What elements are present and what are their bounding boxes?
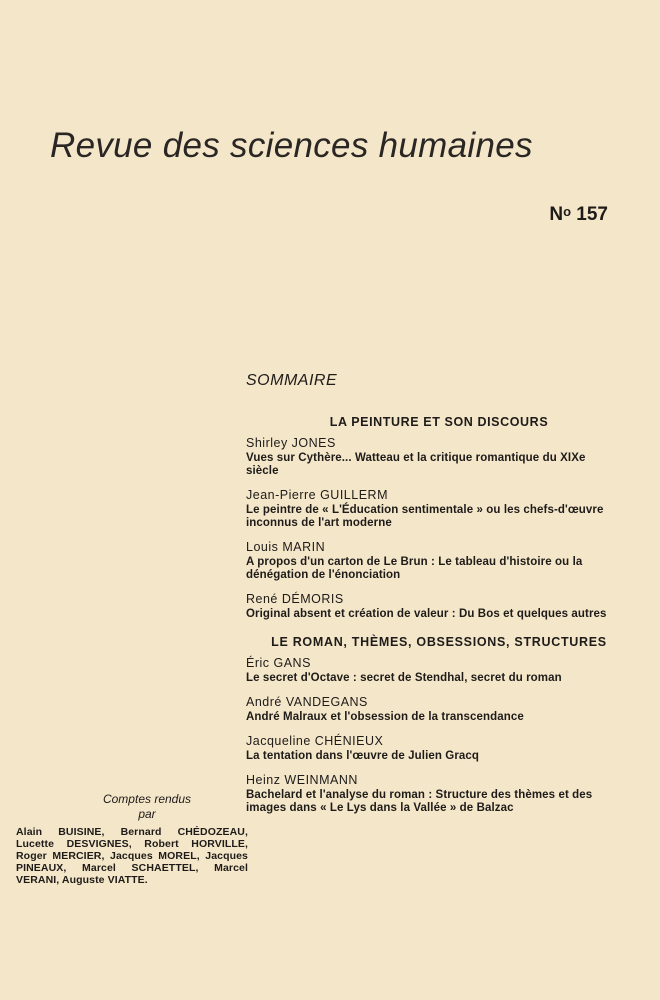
table-of-contents bbox=[246, 415, 612, 824]
journal-title: Revue des sciences humaines bbox=[50, 126, 533, 165]
section-title: LA PEINTURE ET SON DISCOURS bbox=[329, 415, 549, 429]
entry-author: Heinz WEINMANN bbox=[246, 773, 358, 787]
entry-article: Vues sur Cythère... Watteau et la critique romantique du XIXe siècle bbox=[246, 452, 586, 477]
entry-article: André Malraux et l'obsession de la transcendance bbox=[246, 711, 524, 723]
entry-article: Le secret d'Octave : secret de Stendhal, secret du roman bbox=[246, 672, 562, 684]
entry-author: Louis MARIN bbox=[246, 540, 326, 554]
entry-article: A propos d'un carton de Le Brun : Le tableau d'histoire ou la dénégation de l'énonciation bbox=[246, 556, 583, 581]
issue-label-sup: o bbox=[563, 204, 572, 219]
entry-article: Original absent et création de valeur : Du Bos et quelques autres bbox=[246, 608, 607, 620]
reviews-contributors: Alain BUISINE, Bernard CHÉDOZEAU, Lucette DESVIGNES, Robert HORVILLE, Roger MERCIER, Jacques MOREL, Jacques PINEAUX, Marcel SCHAETTEL, Marcel VERANI, Auguste VIATTE. bbox=[16, 826, 248, 886]
entry-author: René DÉMORIS bbox=[246, 592, 344, 606]
reviews-block bbox=[16, 792, 248, 886]
entry-article: La tentation dans l'œuvre de Julien Gracq bbox=[246, 750, 480, 762]
entry-author: Jacqueline CHÉNIEUX bbox=[246, 734, 384, 748]
reviews-par: par bbox=[138, 807, 156, 821]
issue-label: N bbox=[549, 204, 564, 225]
section-title: LE ROMAN, THÈMES, OBSESSIONS, STRUCTURES bbox=[271, 635, 607, 649]
toc-entry bbox=[246, 655, 612, 685]
reviews-title: Comptes rendus bbox=[102, 792, 192, 806]
toc-entry bbox=[246, 539, 612, 582]
toc-entry bbox=[246, 694, 612, 724]
entry-author: Shirley JONES bbox=[246, 436, 336, 450]
entry-article: Bachelard et l'analyse du roman : Structure des thèmes et des images dans « Le Lys dans la Vallée » de Balzac bbox=[246, 789, 593, 814]
issue-value: 157 bbox=[576, 204, 608, 225]
toc-entry bbox=[246, 435, 612, 478]
toc-entry bbox=[246, 487, 612, 530]
entry-author: Jean-Pierre GUILLERM bbox=[246, 488, 388, 502]
entry-article: Le peintre de « L'Éducation sentimentale » ou les chefs-d'œuvre inconnus de l'art moderne bbox=[246, 504, 604, 529]
toc-entry bbox=[246, 591, 612, 621]
toc-entry bbox=[246, 772, 612, 815]
entry-author: André VANDEGANS bbox=[246, 695, 368, 709]
toc-entry bbox=[246, 733, 612, 763]
issue-number bbox=[549, 204, 608, 226]
sommaire-heading: SOMMAIRE bbox=[246, 372, 338, 389]
entry-author: Éric GANS bbox=[246, 656, 311, 670]
